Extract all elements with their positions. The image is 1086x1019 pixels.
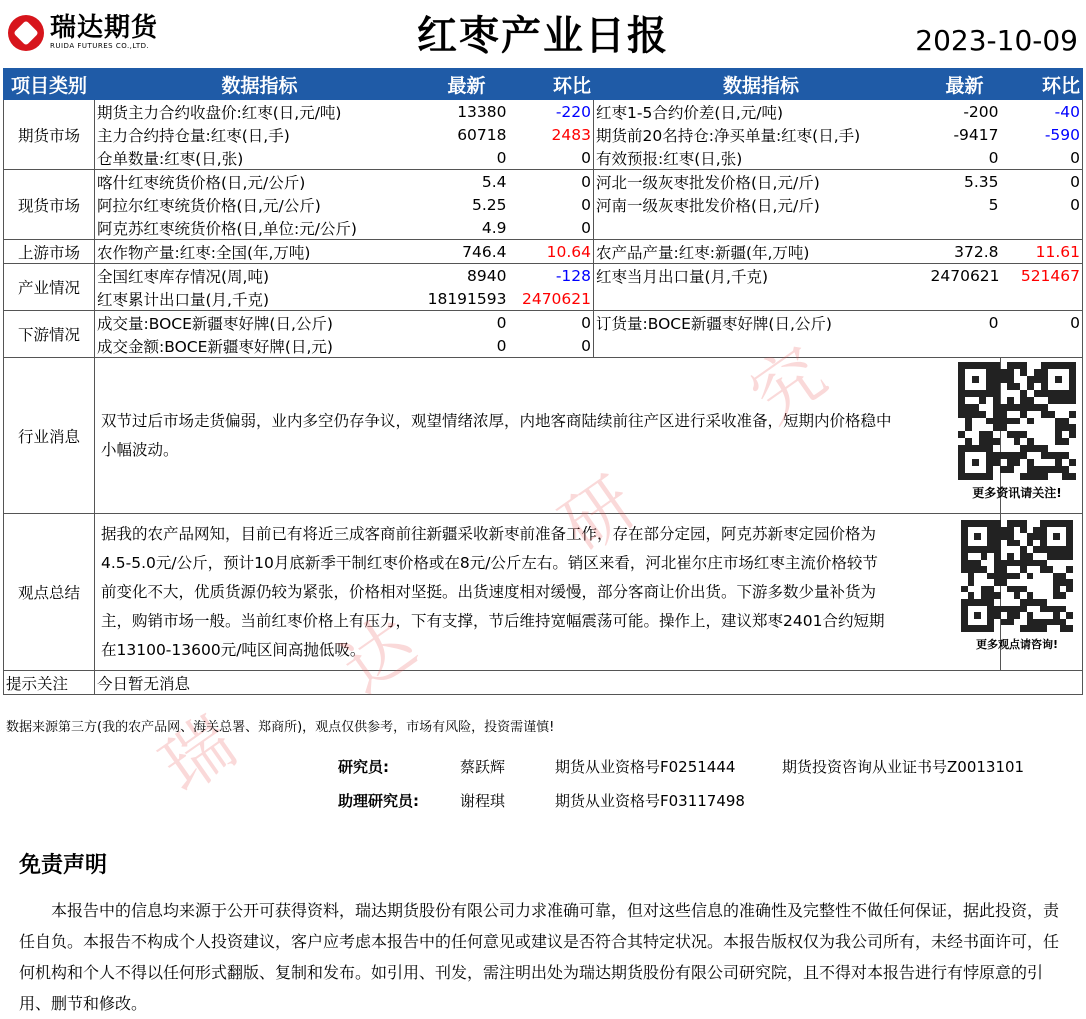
change-value: 0	[1001, 311, 1083, 335]
assistant-label: 助理研究员:	[338, 792, 419, 810]
latest-value: -200	[963, 102, 999, 121]
category-cell: 期货市场	[4, 100, 95, 170]
qr-caption: 更多资讯请关注!	[972, 486, 1062, 500]
table-row	[4, 240, 1083, 264]
change-value: -220	[555, 102, 591, 121]
report-title: 红枣产业日报	[417, 13, 669, 59]
watermark-char: 究	[735, 331, 841, 439]
header-latest-right: 最新	[929, 69, 1001, 100]
latest-value: 0	[988, 313, 999, 332]
latest-value: 2470621	[930, 266, 1000, 285]
change-value: 2470621	[509, 287, 594, 311]
change-value: 0	[1001, 170, 1083, 194]
table-row	[4, 100, 1083, 124]
change-value: 0	[1001, 146, 1083, 170]
change-value: -128	[555, 266, 591, 285]
indicator-name: 红枣1-5合约价差(日,元/吨)	[594, 100, 929, 124]
table-row	[4, 123, 1083, 146]
indicator-name	[594, 334, 929, 358]
latest-value: 8940	[467, 266, 507, 285]
indicator-name	[594, 216, 929, 240]
report-header	[0, 0, 1086, 68]
header-indicator: 数据指标	[95, 69, 425, 100]
latest-value	[929, 287, 1001, 311]
latest-value: 18191593	[425, 287, 509, 311]
disclaimer-title: 免责声明	[19, 853, 108, 878]
viewpoint-label: 观点总结	[4, 514, 95, 671]
latest-value: 5	[988, 195, 999, 214]
disclaimer-text: 本报告中的信息均来源于公开可获得资料，瑞达期货股份有限公司力求准确可靠，但对这些信息的准确性及完整性不做任何保证，据此投资，责任自负。本报告不构成个人投资建议，客户应考虑本报告中的任何意见或建议是否符合其特定状况。本报告版权仅为我公司所有，未经书面许可，任何机构和个人不得以任何形式翻版、复制和发布。如引用、刊发，需注明出处为瑞达期货股份有限公司研究院，且不得对本报告进行有悖原意的引用、删节和修改。	[19, 901, 1060, 1013]
latest-value: 5.4	[481, 172, 507, 191]
researcher-advisory-license: 期货投资咨询从业证书号Z0013101	[782, 758, 1025, 776]
indicator-name: 仓单数量:红枣(日,张)	[95, 146, 425, 170]
table-row	[4, 287, 1083, 311]
change-value	[1001, 216, 1083, 240]
header-change-right: 环比	[1001, 69, 1083, 100]
indicator-name: 红枣当月出口量(月,千克)	[594, 264, 929, 288]
report-date: 2023-10-09	[915, 24, 1078, 57]
change-value: 11.61	[1001, 240, 1083, 264]
qr-code-icon	[958, 362, 1076, 480]
indicator-name: 全国红枣库存情况(周,吨)	[95, 264, 425, 288]
table-row	[4, 216, 1083, 240]
indicator-name	[594, 287, 929, 311]
table-row	[4, 193, 1083, 216]
tips-row	[4, 671, 1083, 695]
latest-value: 0	[425, 146, 509, 170]
table-row	[4, 264, 1083, 288]
latest-value: -9417	[953, 125, 999, 144]
latest-value: 5.25	[471, 195, 507, 214]
latest-value: 60718	[457, 125, 507, 144]
category-cell: 现货市场	[4, 170, 95, 240]
tips-text: 今日暂无消息	[95, 671, 1083, 695]
latest-value: 0	[929, 146, 1001, 170]
latest-value: 372.8	[929, 240, 1001, 264]
change-value: 0	[509, 146, 594, 170]
indicator-name: 阿拉尔红枣统货价格(日,元/公斤)	[95, 193, 425, 216]
table-row	[4, 311, 1083, 335]
watermark-char: 瑞	[145, 701, 251, 809]
change-value: 0	[581, 313, 591, 332]
indicator-name: 阿克苏红枣统货价格(日,单位:元/公斤)	[95, 216, 425, 240]
indicator-name: 农产品产量:红枣:新疆(年,万吨)	[594, 240, 929, 264]
latest-value: 0	[496, 313, 507, 332]
latest-value: 0	[425, 334, 509, 358]
researcher-label: 研究员:	[338, 758, 389, 776]
change-value	[1001, 334, 1083, 358]
industry-news-cell	[95, 358, 1001, 514]
category-cell: 上游市场	[4, 240, 95, 264]
researcher-license: 期货从业资格号F0251444	[555, 758, 736, 776]
qr-caption: 更多观点请咨询!	[975, 638, 1059, 651]
change-value: 0	[509, 216, 594, 240]
qr-code-icon	[961, 520, 1073, 632]
header-latest: 最新	[425, 69, 509, 100]
watermark-char: 研	[545, 461, 651, 569]
data-source-note: 数据来源第三方(我的农产品网、海关总署、郑商所)，观点仅供参考，市场有风险，投资需谨慎!	[6, 720, 555, 735]
watermark-char: 达	[325, 601, 431, 709]
viewpoint-row	[4, 514, 1083, 671]
latest-value	[929, 216, 1001, 240]
indicator-name: 喀什红枣统货价格(日,元/公斤)	[95, 170, 425, 194]
industry-news-row	[4, 358, 1083, 514]
header-category: 项目类别	[4, 69, 95, 100]
data-table	[3, 68, 1083, 695]
assistant-license: 期货从业资格号F03117498	[555, 792, 745, 810]
change-value: 0	[1001, 193, 1083, 216]
table-header-row	[4, 69, 1083, 100]
viewpoint-cell	[95, 514, 1001, 671]
change-value: 10.64	[509, 240, 594, 264]
change-value	[1001, 287, 1083, 311]
indicator-name: 成交金额:BOCE新疆枣好牌(日,元)	[95, 334, 425, 358]
latest-value: 4.9	[425, 216, 509, 240]
indicator-name: 成交量:BOCE新疆枣好牌(日,公斤)	[95, 311, 425, 335]
industry-news-text: 双节过后市场走货偏弱，业内多空仍存争议，观望情绪浓厚，内地客商陆续前往产区进行采收准备，短期内价格稳中小幅波动。	[101, 411, 892, 459]
latest-value	[929, 334, 1001, 358]
industry-news-qr-cell	[972, 358, 1083, 514]
table-row	[4, 170, 1083, 194]
viewpoint-text: 据我的农产品网知，目前已有将近三成客商前往新疆采收新枣前准备工作，存在部分定园，阿克苏新枣定园价格为4.5-5.0元/公斤，预计10月底新季干制红枣价格或在8元/公斤左右。销区来看，河北崔尔庄市场红枣主流价格较节前变化不大，优质货源仍较为紧张，价格相对坚挺。出货速度相对缓慢，部分客商让价出货。下游多数少量补货为主，购销市场一般。当前红枣价格上有压力，下有支撑，节后维持宽幅震荡可能。操作上，建议郑枣2401合约短期在13100-13600元/吨区间高抛低吸。	[101, 524, 885, 659]
indicator-name: 期货主力合约收盘价:红枣(日,元/吨)	[95, 100, 425, 124]
header-change: 环比	[509, 69, 594, 100]
indicator-name: 河北一级灰枣批发价格(日,元/斤)	[594, 170, 929, 194]
logo-name: 瑞达期货	[50, 13, 159, 43]
indicator-name: 订货量:BOCE新疆枣好牌(日,公斤)	[594, 311, 929, 335]
logo-english-name: RUIDA FUTURES CO.,LTD.	[50, 42, 150, 50]
industry-news-label: 行业消息	[4, 358, 95, 514]
indicator-name: 有效预报:红枣(日,张)	[594, 146, 929, 170]
change-value: 0	[581, 195, 591, 214]
change-value: 0	[509, 334, 594, 358]
tips-label: 提示关注	[4, 671, 95, 695]
table-row	[4, 146, 1083, 170]
table-row	[4, 334, 1083, 358]
change-value: 521467	[1001, 264, 1083, 288]
indicator-name: 农作物产量:红枣:全国(年,万吨)	[95, 240, 425, 264]
category-cell: 产业情况	[4, 264, 95, 311]
latest-value: 746.4	[425, 240, 509, 264]
latest-value: 13380	[457, 102, 507, 121]
researcher-name: 蔡跃辉	[460, 758, 506, 776]
change-value: -40	[1001, 100, 1083, 124]
latest-value: 5.35	[963, 172, 999, 191]
change-value: -590	[1001, 123, 1083, 146]
header-indicator-right: 数据指标	[594, 69, 929, 100]
indicator-name: 主力合约持仓量:红枣(日,手)	[95, 123, 425, 146]
change-value: 2483	[551, 125, 591, 144]
change-value: 0	[581, 172, 591, 191]
indicator-name: 红枣累计出口量(月,千克)	[95, 287, 425, 311]
indicator-name: 河南一级灰枣批发价格(日,元/斤)	[594, 193, 929, 216]
viewpoint-qr-cell	[975, 514, 1083, 671]
indicator-name: 期货前20名持仓:净买单量:红枣(日,手)	[594, 123, 929, 146]
category-cell: 下游情况	[4, 311, 95, 358]
assistant-name: 谢程琪	[460, 792, 506, 810]
